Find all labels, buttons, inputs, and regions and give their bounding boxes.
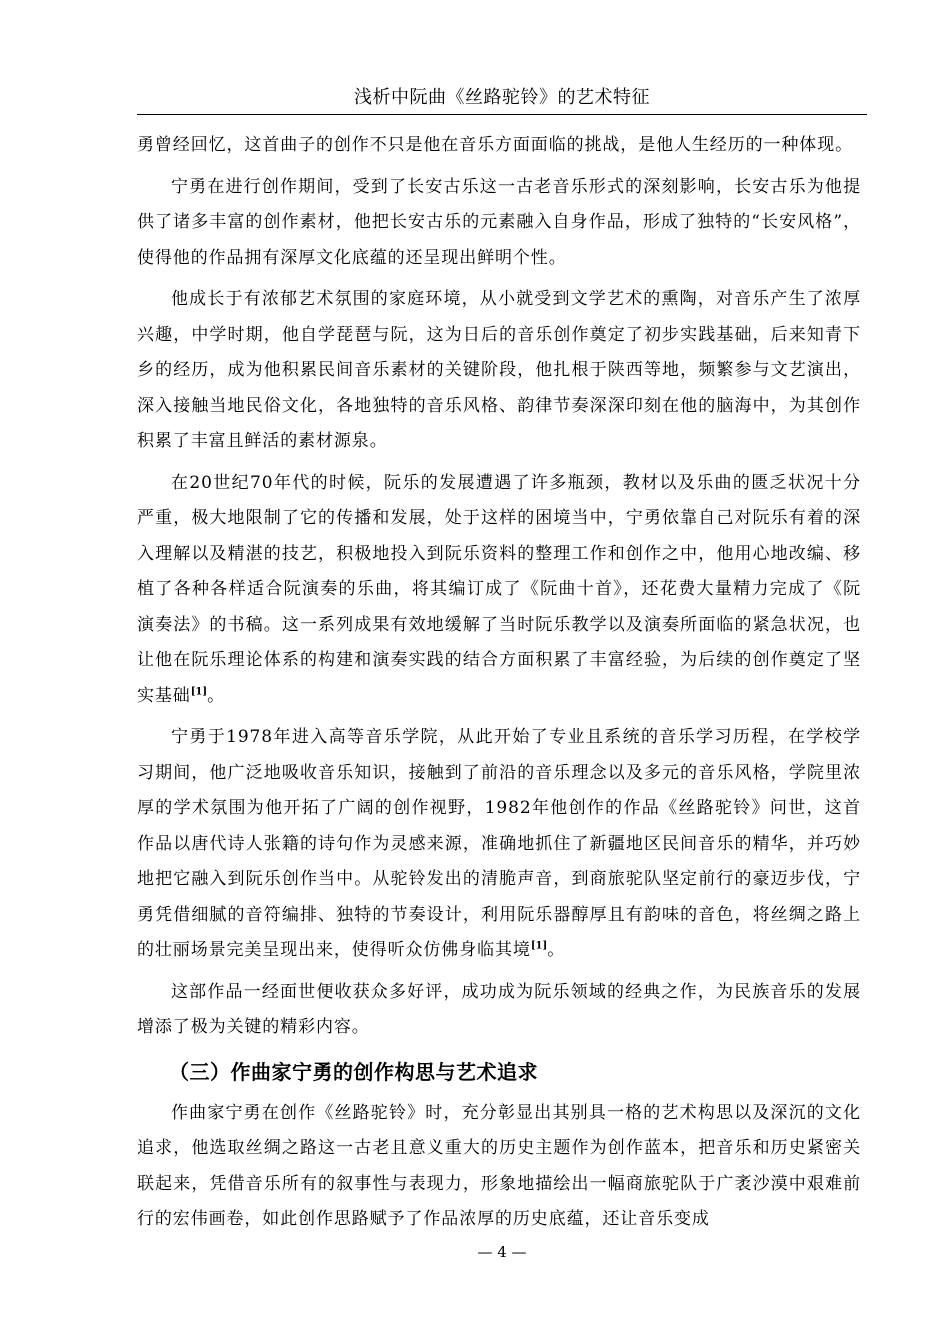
paragraph: 这部作品一经面世便收获众多好评，成功成为阮乐领域的经典之作，为民族音乐的发展增添了极为关键的精彩内容。 (137, 981, 861, 1037)
header-rule (137, 114, 867, 115)
citation-marker: [1] (190, 685, 208, 697)
paragraph: 作曲家宁勇在创作《丝路驼铃》时，充分彰显出其别具一格的艺术构思以及深沉的文化追求，他选取丝绸之路这一古老且意义重大的历史主题作为创作蓝本，把音乐和历史紧密关联起来，凭借音乐所有的叙事性与表现力，形象地描绘出一幅商旅驼队于广袤沙漠中艰难前行的宏伟画卷，如此创作思路赋予了作品浓厚的历史底蕴，还让音乐变成 (137, 1102, 861, 1229)
paragraph-text: 宁勇于1978年进入高等音乐学院，从此开始了专业且系统的音乐学习历程，在学校学习期间，他广泛地吸收音乐知识，接触到了前沿的音乐理念以及多元的音乐风格，学院里浓厚的学术氛围为他开拓了广阔的创作视野，1982年他创作的作品《丝路驼铃》问世，这首作品以唐代诗人张籍的诗句作为灵感来源，准确地抓住了新疆地区民间音乐的精华，并巧妙地把它融入到阮乐创作当中。从驼铃发出的清脆声音，到商旅驼队坚定前行的豪迈步伐，宁勇凭借细腻的音符编排、独特的节奏设计，利用阮乐器醇厚且有韵味的音色，将丝绸之路上的壮丽场景完美呈现出来，使得听众仿佛身临其境 (137, 727, 861, 960)
paragraph: 勇曾经回忆，这首曲子的创作不只是他在音乐方面面临的挑战，是他人生经历的一种体现。 (137, 135, 853, 155)
body-text (137, 128, 861, 1244)
paragraph (137, 466, 861, 715)
paragraph-end: 。 (207, 685, 226, 706)
paragraph-text: 在20世纪70年代的时候，阮乐的发展遭遇了许多瓶颈，教材以及乐曲的匮乏状况十分严重，极大地限制了它的传播和发展，处于这样的困境当中，宁勇依靠自己对阮乐有着的深入理解以及精湛的技艺，积极地投入到阮乐资料的整理工作和创作之中，他用心地改编、移植了各种各样适合阮演奏的乐曲，将其编订成了《阮曲十首》，还花费大量精力完成了《阮演奏法》的书稿。这一系列成果有效地缓解了当时阮乐教学以及演奏所面临的紧急状况，也让他在阮乐理论体系的构建和演奏实践的结合方面积累了丰富经验，为后续的创作奠定了坚实基础 (137, 472, 861, 706)
paragraph: 宁勇在进行创作期间，受到了长安古乐这一古老音乐形式的深刻影响，长安古乐为他提供了诸多丰富的创作素材，他把长安古乐的元素融入自身作品，形成了独特的“长安风格”，使得他的作品拥有深厚文化底蕴的还呈现出鲜明个性。 (137, 176, 861, 268)
page-number: — 4 — (477, 1243, 527, 1261)
citation-marker: [1] (530, 940, 548, 952)
running-header: 浅析中阮曲《丝路驼铃》的艺术特征 (354, 87, 650, 108)
section-heading: （三）作曲家宁勇的创作构思与艺术追求 (169, 1059, 538, 1084)
paragraph: 他成长于有浓郁艺术氛围的家庭环境，从小就受到文学艺术的熏陶，对音乐产生了浓厚兴趣，中学时期，他自学琵琶与阮，这为日后的音乐创作奠定了初步实践基础，后来知青下乡的经历，成为他积累民间音乐素材的关键阶段，他扎根于陕西等地，频繁参与文艺演出，深入接触当地民俗文化，各地独特的音乐风格、韵律节奏深深印刻在他的脑海中，为其创作积累了丰富且鲜活的素材源泉。 (137, 289, 861, 451)
paragraph-end: 。 (547, 940, 566, 960)
paragraph (137, 720, 861, 969)
